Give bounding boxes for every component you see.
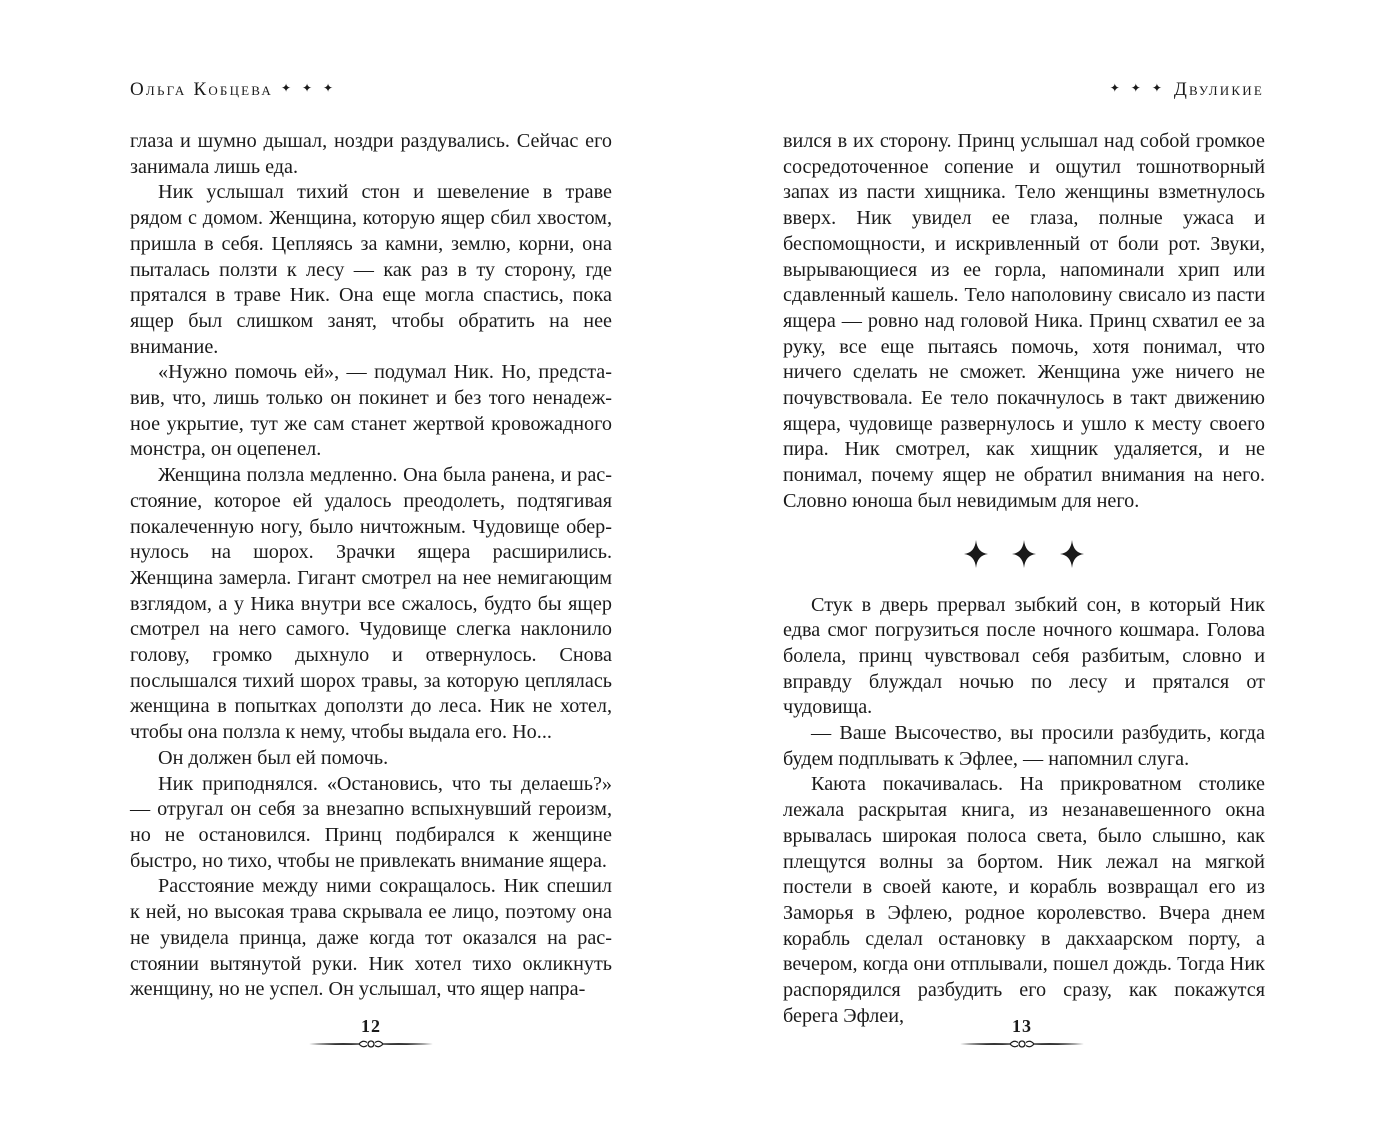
head-stars-icon: ✦ ✦ ✦	[280, 81, 338, 95]
head-stars-icon: ✦ ✦ ✦	[1109, 81, 1166, 95]
right-page	[697, 0, 1394, 1125]
ornament-divider-icon	[960, 1038, 1084, 1050]
four-point-star-icon	[963, 539, 989, 569]
paragraph: Ник услышал тихий стон и шевеление в траве рядом с домом. Женщина, которую ящер сбил хвостом, пришла в себя. Цепляясь за камни, землю, корни, она пыталась ползти к лесу — как раз в ту сторону, где прятался в траве Ник. Она еще могла спастись, пока ящер был слишком занят, чтобы обратить на нее внимание.	[130, 181, 612, 358]
running-head-title	[1110, 76, 1264, 102]
left-page-text	[130, 129, 612, 1003]
paragraph: глаза и шумно дышал, ноздри раздувались. Сейчас его занимала лишь еда.	[130, 130, 612, 178]
paragraph: Женщина ползла медленно. Она была ранена, и расстояние, которое ей удалось преодолеть, подтягивая покалеченную ногу, было ничтожным. Чудовище обернулось на шорох. Зрачки ящера расширились. Женщина замерла. Гигант смотрел на нее немигающим взглядом, а у Ника внутри все сжалось, будто бы ящер смотрел на него самого. Чудовище слегка наклонило голову, громко дыхнуло и отвернулось. Снова послышался тихий шорох травы, за которую цеплялась женщина в попытках доползти до леса. Ник не хотел, чтобы она ползла к нему, чтобы выдала его. Но...	[130, 464, 612, 744]
page-number-right	[960, 1016, 1084, 1050]
page-number: 12	[361, 1016, 381, 1036]
paragraph: «Нужно помочь ей», — подумал Ник. Но, представив, что, лишь только он покинет и без того ненадежное укрытие, тут же сам станет жертвой кровожадного монстра, он оцепенел.	[130, 361, 612, 461]
section-break	[783, 515, 1265, 593]
ornament-divider-icon	[309, 1038, 433, 1050]
paragraph: — Ваше Высочество, вы просили разбудить, когда будем подплывать к Эфлее, — напомнил слуга.	[783, 722, 1265, 770]
paragraph: Он должен был ей помочь.	[158, 746, 389, 769]
four-point-star-icon	[1059, 539, 1085, 569]
paragraph: вился в их сторону. Принц услышал над собой громкое сосредоточенное сопение и ощутил тошнотворный запах из пасти хищника. Тело женщины взметнулось вверх. Ник увидел ее глаза, полные ужаса и беспомощности, и искривленный от боли рот. Звуки, вырывающиеся из ее горла, напоминали хрип или сдавленный кашель. Тело наполовину свисало из пасти ящера — ровно над головой Ника. Принц схватил ее за руку, все еще пытаясь помочь, хотя понимал, что ничего сделать не сможет. Женщина уже ничего не почувствовала. Ее тело покачнулось в такт движению ящера, чудовище развернулось и ушло к месту своего пира. Ник смотрел, как хищник удаляется, и не понимал, почему ящер не обратил внимания на него. Словно юноша был невидимым для него.	[783, 130, 1265, 512]
book-title: Двуликие	[1173, 79, 1264, 100]
paragraph: Стук в дверь прервал зыбкий сон, в который Ник едва смог погрузиться после ночного кошмара. Голова болела, принц чувствовал себя разбитым, словно и вправду блуждал ночью по лесу и прятался от чудовища.	[783, 593, 1265, 719]
paragraph: Ник приподнялся. «Остановись, что ты делаешь?» — отругал он себя за внезапно вспыхнувший героизм, но не остановился. Принц подбирался к женщине быстро, но тихо, чтобы не привлекать внимание ящера.	[130, 772, 612, 872]
page-number-left	[309, 1016, 433, 1050]
four-point-star-icon	[1011, 539, 1037, 569]
running-head-author	[130, 76, 337, 102]
author-name: Ольга Кобцева	[130, 79, 273, 100]
page-number: 13	[1012, 1016, 1032, 1036]
paragraph: Каюта покачивалась. На прикроватном столике лежала раскрытая книга, из незанавешенного окна врывалась широкая полоса света, было слышно, как плещутся волны за бортом. Ник лежал на мягкой постели в своей каюте, и корабль возвращал его из Заморья в Эфлею, родное королевство. Вчера днем корабль сделал остановку в дакхаарском порту, а вечером, когда они отплывали, пошел дождь. Тогда Ник распорядился разбудить его сразу, как покажутся берега Эфлеи,	[783, 773, 1265, 1027]
right-page-text	[783, 129, 1265, 1030]
paragraph: Расстояние между ними сокращалось. Ник спешил к ней, но высокая трава скрывала ее лицо, поэтому она не увидела принца, даже когда тот оказался на расстоянии вытянутой руки. Ник хотел тихо окликнуть женщину, но не успел. Он услышал, что ящер напра-	[130, 875, 612, 1001]
